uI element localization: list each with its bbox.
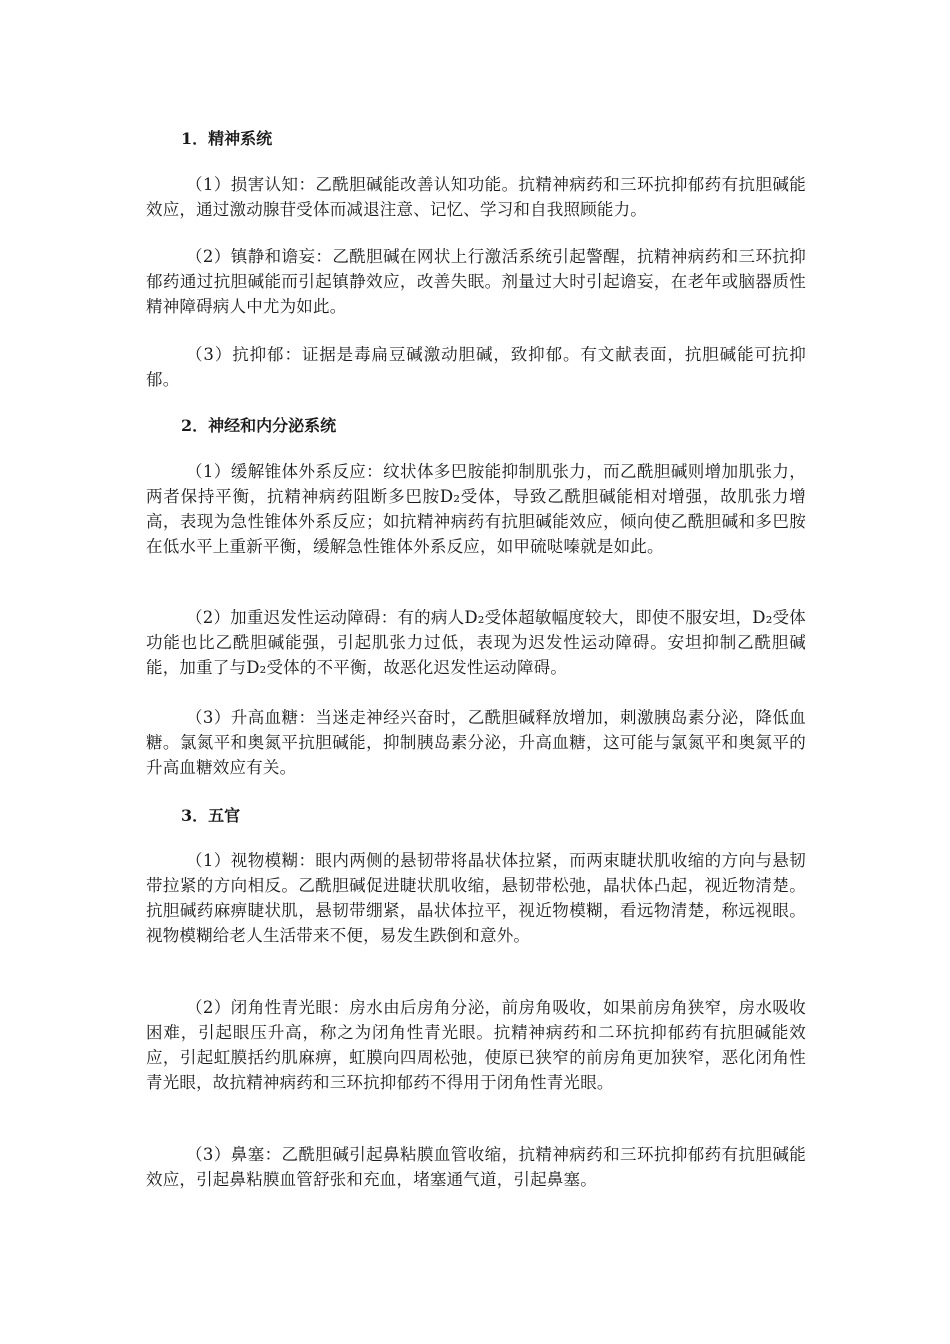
paragraph: （2）闭角性青光眼：房水由后房角分泌，前房角吸收，如果前房角狭窄，房水吸收困难，引起眼压升高，称之为闭角性青光眼。抗精神病药和二环抗抑郁药有抗胆碱能效应，引起虹膜括约肌麻痹，虹膜向四周松弛，使原已狭窄的前房角更加狭窄，恶化闭角性青光眼，故抗精神病药和三环抗抑郁药不得用于闭角性青光眼。 xyxy=(146,998,806,1092)
paragraph: （2）加重迟发性运动障碍：有的病人D₂受体超敏幅度较大，即使不服安坦，D₂受体功能也比乙酰胆碱能强，引起肌张力过低，表现为迟发性运动障碍。安坦抑制乙酰胆碱能，加重了与D₂受体的不平衡，故恶化迟发性运动障碍。 xyxy=(146,608,806,677)
paragraph: （2）镇静和谵妄：乙酰胆碱在网状上行激活系统引起警醒，抗精神病药和三环抗抑郁药通过抗胆碱能而引起镇静效应，改善失眠。剂量过大时引起谵妄，在老年或脑器质性精神障碍病人中尤为如此。 xyxy=(146,247,806,316)
paragraph: （1）视物模糊：眼内两侧的悬韧带将晶状体拉紧，而两束睫状肌收缩的方向与悬韧带拉紧的方向相反。乙酰胆碱促进睫状肌收缩，悬韧带松弛，晶状体凸起，视近物清楚。抗胆碱药麻痹睫状肌，悬韧带绷紧，晶状体拉平，视近物模糊，看远物清楚，称远视眼。视物模糊给老人生活带来不便，易发生跌倒和意外。 xyxy=(146,851,806,945)
paragraph: （1）缓解锥体外系反应：纹状体多巴胺能抑制肌张力，而乙酰胆碱则增加肌张力，两者保持平衡，抗精神病药阻断多巴胺D₂受体，导致乙酰胆碱能相对增强，故肌张力增高，表现为急性锥体外系反应；如抗精神病药有抗胆碱能效应，倾向使乙酰胆碱和多巴胺在低水平上重新平衡，缓解急性锥体外系反应，如甲硫哒嗪就是如此。 xyxy=(146,462,806,556)
paragraph: （3）抗抑郁：证据是毒扁豆碱激动胆碱，致抑郁。有文献表面，抗胆碱能可抗抑郁。 xyxy=(146,345,806,389)
paragraph: （3）鼻塞：乙酰胆碱引起鼻粘膜血管收缩，抗精神病药和三环抗抑郁药有抗胆碱能效应，引起鼻粘膜血管舒张和充血，堵塞通气道，引起鼻塞。 xyxy=(146,1145,806,1189)
section-heading-facial-organs: 3．五官 xyxy=(181,806,241,825)
paragraph: （3）升高血糖：当迷走神经兴奋时，乙酰胆碱释放增加，刺激胰岛素分泌，降低血糖。氯氮平和奥氮平抗胆碱能，抑制胰岛素分泌，升高血糖，这可能与氯氮平和奥氮平的升高血糖效应有关。 xyxy=(146,708,806,777)
paragraph: （1）损害认知：乙酰胆碱能改善认知功能。抗精神病药和三环抗抑郁药有抗胆碱能效应，通过激动腺苷受体而减退注意、记忆、学习和自我照顾能力。 xyxy=(146,175,806,219)
section-heading-psychiatric: 1．精神系统 xyxy=(181,129,273,148)
section-heading-neuro-endocrine: 2．神经和内分泌系统 xyxy=(181,416,337,435)
